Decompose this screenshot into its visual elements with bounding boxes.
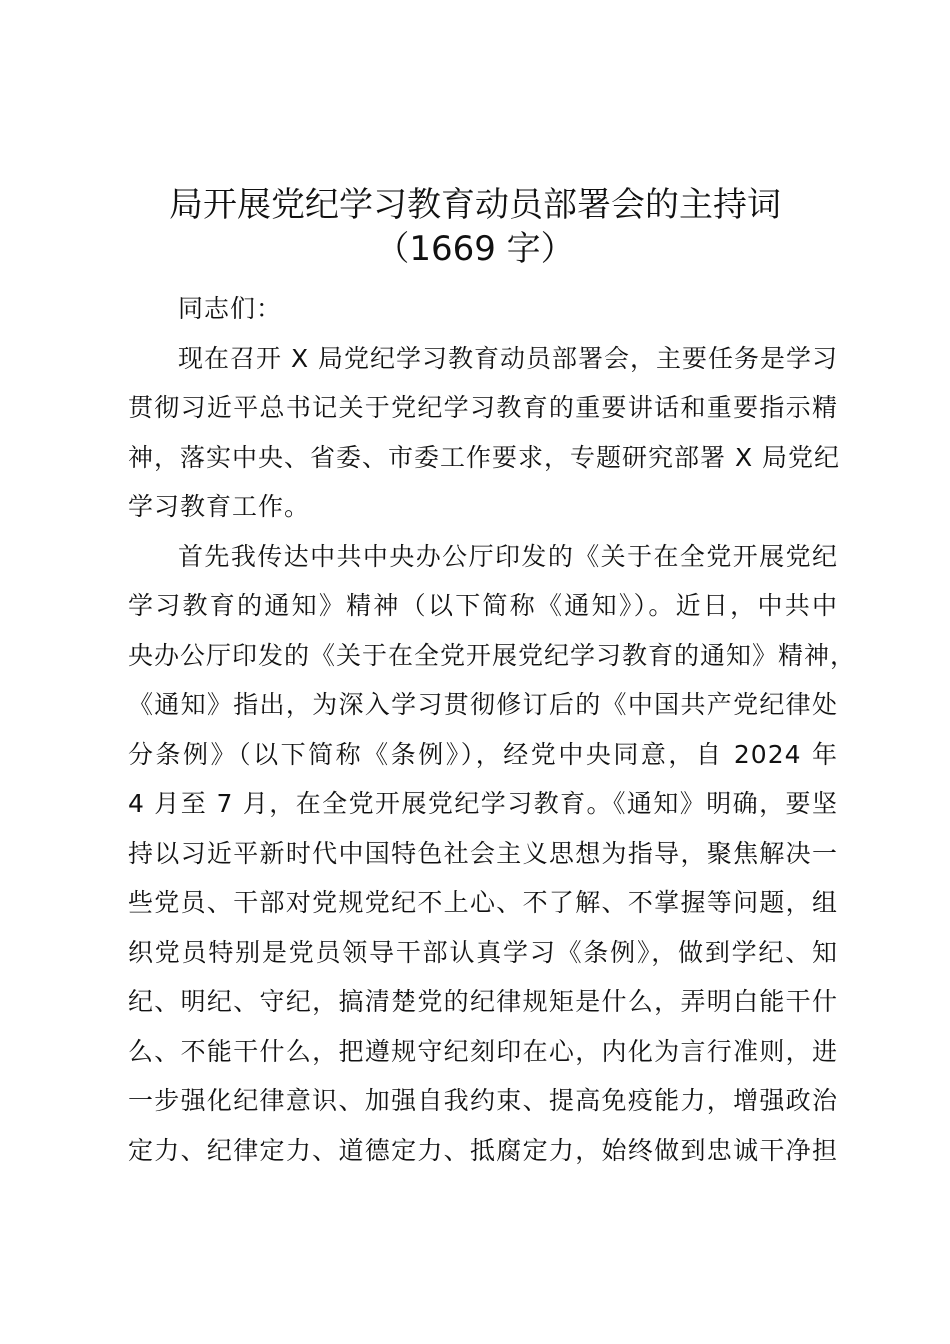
paragraph-line: 定力、纪律定力、道德定力、抵腐定力，始终做到忠诚干净担 bbox=[128, 1135, 838, 1165]
paragraph-line: 首先我传达中共中央办公厅印发的《关于在全党开展党纪 bbox=[178, 541, 838, 571]
document-title: 局开展党纪学习教育动员部署会的主持词 bbox=[169, 185, 781, 225]
paragraph-line: 分条例》（以下简称《条例》），经党中央同意，自 2024 年 bbox=[128, 739, 838, 769]
paragraph-line: 么、不能干什么，把遵规守纪刻印在心，内化为言行准则，进 bbox=[128, 1036, 838, 1066]
paragraph-line: 央办公厅印发的《关于在全党开展党纪学习教育的通知》精神， bbox=[128, 640, 857, 670]
paragraph-line: 《通知》指出，为深入学习贯彻修订后的《中国共产党纪律处 bbox=[128, 690, 838, 719]
paragraph-line: 现在召开 X 局党纪学习教育动员部署会，主要任务是学习 bbox=[178, 343, 839, 373]
paragraph-line: 些党员、干部对党规党纪不上心、不了解、不掌握等问题，组 bbox=[128, 888, 838, 917]
paragraph-line: 贯彻习近平总书记关于党纪学习教育的重要讲话和重要指示精 bbox=[128, 393, 838, 422]
paragraph-line: 神，落实中央、省委、市委工作要求，专题研究部署 X 局党纪 bbox=[128, 442, 841, 472]
paragraph-line: 纪、明纪、守纪，搞清楚党的纪律规矩是什么，弄明白能干什 bbox=[128, 987, 838, 1016]
paragraph-1 bbox=[128, 334, 841, 532]
paragraph-line: 持以习近平新时代中国特色社会主义思想为指导，聚焦解决一 bbox=[128, 838, 838, 868]
paragraph-line: 一步强化纪律意识、加强自我约束、提高免疫能力，增强政治 bbox=[128, 1086, 838, 1115]
paragraph-line: 织党员特别是党员领导干部认真学习《条例》，做到学纪、知 bbox=[128, 937, 838, 967]
paragraph-2 bbox=[128, 532, 857, 1176]
paragraph-line: 学习教育的通知》精神（以下简称《通知》）。近日，中共中 bbox=[128, 591, 838, 620]
paragraph-line: 4 月至 7 月，在全党开展党纪学习教育。《通知》明确，要坚 bbox=[128, 789, 838, 818]
salutation: 同志们： bbox=[178, 294, 283, 323]
document-subtitle: （1669 字） bbox=[375, 229, 575, 269]
document-body bbox=[128, 284, 857, 1175]
paragraph-line: 学习教育工作。 bbox=[128, 492, 311, 521]
